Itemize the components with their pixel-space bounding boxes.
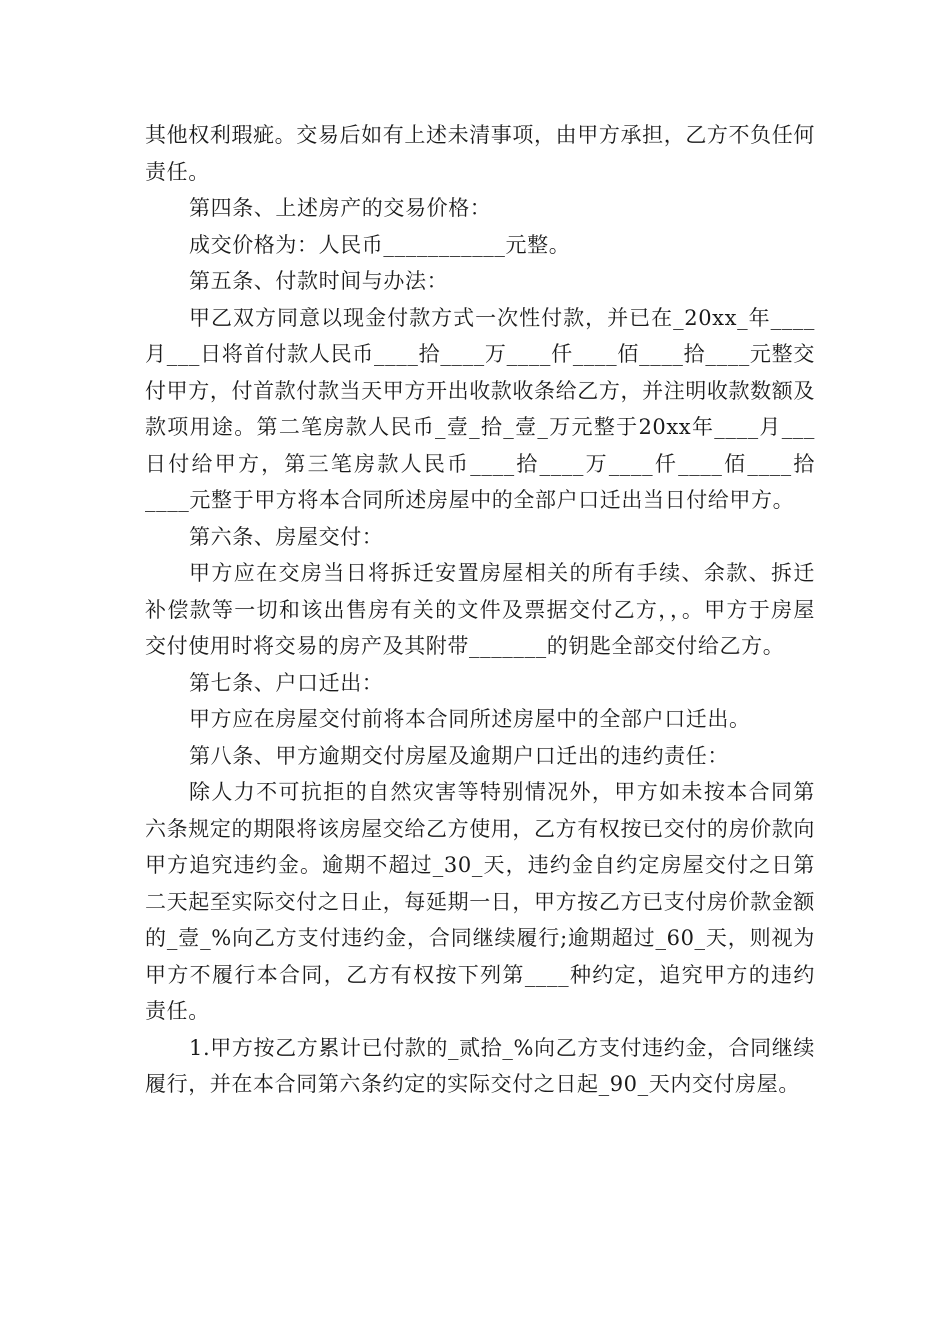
breach-liability-terms: 除人力不可抗拒的自然灾害等特别情况外，甲方如未按本合同第六条规定的期限将该房屋交给乙方使用，乙方有权按已交付的房价款向甲方追究违约金。逾期不超过_30_天，违约金自约定房屋交付之日第二天起至实际交付之日止，每延期一日，甲方按乙方已支付房价款金额的_壹_%向乙方支付违约金，合同继续履行;逾期超过_60_天，则视为甲方不履行本合同，乙方有权按下列第____种约定，追究甲方的违约责任。	[145, 780, 815, 1023]
household-transfer-terms: 甲方应在房屋交付前将本合同所述房屋中的全部户口迁出。	[189, 707, 751, 731]
contract-body	[145, 117, 815, 1103]
transaction-price: 成交价格为：人民币___________元整。	[189, 232, 571, 257]
paragraph: 其他权利瑕疵。交易后如有上述未清事项，由甲方承担，乙方不负任何责任。	[145, 123, 815, 184]
breach-option-1: 1.甲方按乙方累计已付款的_贰拾_%向乙方支付违约金，合同继续履行，并在本合同第六条约定的实际交付之日起_90_天内交付房屋。	[145, 1035, 815, 1096]
article-8-heading: 第八条、甲方逾期交付房屋及逾期户口迁出的违约责任：	[189, 743, 729, 768]
article-5-heading: 第五条、付款时间与办法：	[189, 269, 449, 293]
article-4-heading: 第四条、上述房产的交易价格：	[189, 196, 492, 220]
delivery-terms: 甲方应在交房当日将拆迁安置房屋相关的所有手续、余款、拆迁补偿款等一切和该出售房有关的文件及票据交付乙方，，。甲方于房屋交付使用时将交易的房产及其附带_______的钥匙全部交付给乙方。	[145, 561, 815, 658]
article-7-heading: 第七条、户口迁出：	[189, 670, 384, 695]
article-6-heading: 第六条、房屋交付：	[189, 524, 384, 549]
payment-terms: 甲乙双方同意以现金付款方式一次性付款，并已在_20xx_年____月___日将首付款人民币____拾____万____仟____佰____拾____元整交付甲方，付首款付款当天甲方开出收款收条给乙方，并注明收款数额及款项用途。第二笔房款人民币_壹_拾_壹_万元整于20xx年____月___日付给甲方，第三笔房款人民币____拾____万____仟____佰____拾____元整于甲方将本合同所述房屋中的全部户口迁出当日付给甲方。	[145, 305, 815, 512]
